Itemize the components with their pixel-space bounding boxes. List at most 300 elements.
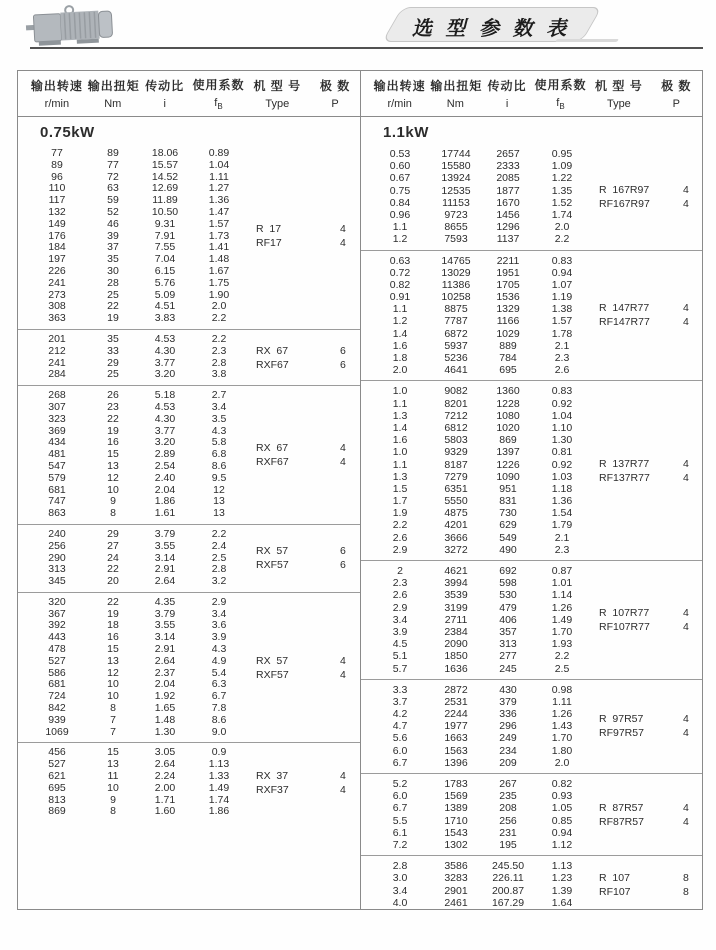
output-speed-value: 212 <box>48 344 66 357</box>
service-factor-value: 0.92 <box>551 458 573 471</box>
output-torque-value: 9082 <box>444 385 468 398</box>
poles-value: 8 <box>683 871 689 884</box>
output-speed-value: 4.5 <box>392 638 408 651</box>
output-torque-value: 13924 <box>441 172 471 185</box>
output-speed-value: 1.3 <box>392 409 408 422</box>
output-speed-value: 4.2 <box>392 708 408 721</box>
ratio-value: 4.51 <box>154 300 176 313</box>
output-torque-value: 15 <box>107 448 119 461</box>
service-factor-value: 2.9 <box>211 595 227 608</box>
ratio-value: 2.91 <box>154 643 176 656</box>
column-header-poles <box>309 77 361 110</box>
output-torque-value: 19 <box>107 607 119 620</box>
service-factor-value: 1.19 <box>551 291 573 304</box>
poles-value: 4 <box>683 471 689 484</box>
output-torque-value: 7279 <box>444 470 468 483</box>
output-speed-value: 527 <box>48 758 66 771</box>
ratio-value: 430 <box>499 683 517 696</box>
service-factor-value: 2.4 <box>211 539 227 552</box>
ratio-value: 4.30 <box>154 412 176 425</box>
output-speed-value: 96 <box>51 170 63 183</box>
model-unit: Type <box>265 98 290 110</box>
ratio-value: 1877 <box>496 184 520 197</box>
ratio-value: 406 <box>499 613 517 626</box>
ratio-group <box>18 742 361 822</box>
output-speed-value: 0.63 <box>389 254 411 267</box>
output-torque-value: 14765 <box>441 254 471 267</box>
output-torque-value: 26 <box>107 389 119 402</box>
model-type-line <box>256 455 356 469</box>
output-speed-value: 1.3 <box>392 470 408 483</box>
service-factor-value: 0.94 <box>551 266 573 279</box>
model-type: RX 37 <box>256 769 289 782</box>
ratio-value: 15.57 <box>151 158 179 171</box>
ratio-value: 1397 <box>496 446 520 459</box>
service-factor-value: 13 <box>213 495 225 508</box>
output-torque-value: 27 <box>107 539 119 552</box>
ratio-value: 12.69 <box>151 182 179 195</box>
table-row <box>361 434 702 446</box>
service-factor-value: 1.05 <box>551 802 573 815</box>
service-factor-value: 1.54 <box>551 507 573 520</box>
ratio-group <box>18 524 361 592</box>
poles-value: 4 <box>683 801 689 814</box>
service-factor-value: 1.36 <box>551 495 573 508</box>
service-factor-value: 4.9 <box>211 654 227 667</box>
output-torque-value: 17744 <box>441 148 471 160</box>
ratio-value: 2.00 <box>154 781 176 794</box>
output-torque-value: 28 <box>107 276 119 289</box>
service-factor-value: 1.93 <box>551 638 573 651</box>
output-speed-value: 1.7 <box>392 495 408 508</box>
ratio-value: 1137 <box>496 233 520 246</box>
model-type: RX 67 <box>256 344 289 357</box>
model-type: RF137R77 <box>599 471 650 484</box>
output-torque-value: 6872 <box>444 327 468 340</box>
model-type-block <box>256 769 356 797</box>
ratio-value: 490 <box>499 543 517 556</box>
table-section-0-75kw <box>18 71 361 909</box>
service-factor-value: 0.94 <box>551 826 573 839</box>
output-torque-value: 1977 <box>444 720 468 733</box>
table-row <box>361 565 702 577</box>
output-speed-value: 6.0 <box>392 744 408 757</box>
output-speed-value: 0.91 <box>389 291 411 304</box>
ratio-value: 3.05 <box>154 746 176 759</box>
ratio-value: 3.55 <box>154 539 176 552</box>
output-torque-value: 4875 <box>444 507 468 520</box>
service-factor-value: 1.74 <box>551 208 573 221</box>
service-factor-value: 0.9 <box>211 746 227 759</box>
output-torque-value: 3994 <box>444 577 468 590</box>
ratio-value: 479 <box>499 601 517 614</box>
model-type: RXF67 <box>256 358 289 371</box>
output-speed-value: 1.9 <box>392 507 408 520</box>
service-factor-value: 9.0 <box>211 725 227 738</box>
ratio-value: 5.09 <box>154 288 176 301</box>
output-torque-value: 1663 <box>444 732 468 745</box>
output-torque-value: 1389 <box>444 802 468 815</box>
model-type: RX 57 <box>256 654 289 667</box>
model-type-block <box>256 344 356 372</box>
table-row <box>18 691 361 703</box>
model-type-line <box>599 815 699 829</box>
output-torque-value: 1850 <box>444 650 468 663</box>
model-type: RF97R57 <box>599 727 644 740</box>
output-speed-value: 363 <box>48 312 66 325</box>
output-speed-value: 1.0 <box>392 385 408 398</box>
output-torque-value: 46 <box>107 217 119 230</box>
output-torque-value: 3539 <box>444 589 468 602</box>
service-factor-value: 1.23 <box>551 872 573 885</box>
output-speed-value: 323 <box>48 412 66 425</box>
model-type-line <box>256 344 356 358</box>
output-torque-value: 23 <box>107 400 119 413</box>
table-row <box>18 806 361 818</box>
model-type-block <box>256 654 356 682</box>
service-factor-value: 1.30 <box>551 434 573 447</box>
ratio-value: 1360 <box>496 385 520 398</box>
table-row <box>361 267 702 279</box>
output-speed-value: 1.2 <box>392 315 408 328</box>
model-type: RF167R97 <box>599 197 650 210</box>
service-factor-value: 1.39 <box>551 884 573 897</box>
output-torque-value: 18 <box>107 619 119 632</box>
output-speed-value: 307 <box>48 400 66 413</box>
output-torque-value: 2090 <box>444 638 468 651</box>
service-factor-value: 8.6 <box>211 713 227 726</box>
output-speed-value: 256 <box>48 539 66 552</box>
output-torque-value: 30 <box>107 264 119 277</box>
model-type: RF17 <box>256 237 282 250</box>
output-torque-value: 9 <box>110 495 116 508</box>
service-factor-value: 4.3 <box>211 424 227 437</box>
output-torque-value: 3272 <box>444 543 468 556</box>
output-torque-value: 1636 <box>444 662 468 675</box>
poles-value: 4 <box>340 237 346 250</box>
table-row <box>18 183 361 195</box>
model-type-line <box>599 197 699 211</box>
service-factor-value: 1.52 <box>551 196 573 209</box>
output-speed-value: 290 <box>48 551 66 564</box>
table-row <box>361 684 702 696</box>
ratio-group <box>361 855 702 909</box>
output-torque-value: 77 <box>107 158 119 171</box>
ratio-group <box>361 144 702 250</box>
poles-value: 4 <box>340 769 346 782</box>
service-factor-value: 9.5 <box>211 471 227 484</box>
output-torque-value: 9 <box>110 793 116 806</box>
ratio-value: 2.89 <box>154 448 176 461</box>
service-factor-value: 1.04 <box>208 158 230 171</box>
service-factor-value: 1.22 <box>551 172 573 185</box>
output-speed-value: 240 <box>48 527 66 540</box>
output-torque-value: 9723 <box>444 208 468 221</box>
service-factor-value: 6.7 <box>211 690 227 703</box>
poles-value: 6 <box>340 344 346 357</box>
output-torque-value: 22 <box>107 595 119 608</box>
service-factor-value: 1.49 <box>551 613 573 626</box>
output-torque-value: 2531 <box>444 695 468 708</box>
ratio-value: 784 <box>499 352 517 364</box>
table-row <box>18 313 361 325</box>
model-type-line <box>599 712 699 726</box>
service-factor-value: 1.80 <box>551 744 573 757</box>
ratio-value: 2.64 <box>154 758 176 771</box>
table-row <box>361 778 702 790</box>
service-factor-value: 1.26 <box>551 601 573 614</box>
output-speed-value: 1.1 <box>392 221 408 234</box>
service-factor-value: 1.03 <box>551 470 573 483</box>
table-row <box>361 827 702 839</box>
service-factor-value: 2.7 <box>211 389 227 402</box>
output-speed-value: 320 <box>48 595 66 608</box>
table-row <box>361 221 702 233</box>
output-speed-value: 434 <box>48 436 66 449</box>
table-row <box>18 390 361 402</box>
output-speed-value: 2.8 <box>392 860 408 873</box>
ratio-value: 4.30 <box>154 344 176 357</box>
service-factor-value: 1.12 <box>551 838 573 851</box>
service-factor-value: 0.82 <box>551 778 573 790</box>
ratio-value: 3.79 <box>154 607 176 620</box>
output-torque-value: 1302 <box>444 838 468 851</box>
output-speed-value: 110 <box>48 182 66 195</box>
output-speed-value: 6.0 <box>392 790 408 803</box>
output-torque-value: 8187 <box>444 458 468 471</box>
model-type: R 87R57 <box>599 801 644 814</box>
model-type-line <box>256 441 356 455</box>
output-speed-value: 2.3 <box>392 577 408 590</box>
model-type-line <box>599 885 699 899</box>
service-factor-value: 0.98 <box>551 683 573 696</box>
output-speed-value: 681 <box>48 483 66 496</box>
ratio-group <box>361 250 702 381</box>
service-factor-value: 3.5 <box>211 412 227 425</box>
ratio-value: 379 <box>499 695 517 708</box>
model-type-line <box>599 471 699 485</box>
service-factor-value: 2.5 <box>211 551 227 564</box>
output-speed-value: 2.2 <box>392 519 408 532</box>
output-speed-value: 443 <box>48 631 66 644</box>
output-speed-label: 输出转速 <box>373 79 426 93</box>
ratio-value: 4.53 <box>154 400 176 413</box>
output-torque-value: 6351 <box>444 482 468 495</box>
ratio-value: 1951 <box>496 266 520 279</box>
ratio-value: 200.87 <box>491 884 525 897</box>
model-type-block <box>599 712 699 740</box>
service-factor-value: 2.1 <box>554 531 570 544</box>
model-type: RXF57 <box>256 668 289 681</box>
output-torque-value: 13029 <box>441 266 471 279</box>
output-torque-value: 13 <box>107 758 119 771</box>
service-factor-value: 2.0 <box>554 756 570 769</box>
table-row <box>361 757 702 769</box>
poles-unit: P <box>672 98 680 110</box>
poles-value: 6 <box>340 358 346 371</box>
poles-value: 4 <box>683 606 689 619</box>
table-row <box>18 496 361 508</box>
output-torque-value: 2244 <box>444 708 468 721</box>
ratio-value: 7.04 <box>154 253 176 266</box>
output-torque-value: 7 <box>110 725 116 738</box>
service-factor-value: 1.26 <box>551 708 573 721</box>
model-type-line <box>256 558 356 572</box>
ratio-value: 14.52 <box>151 170 179 183</box>
table-row <box>361 532 702 544</box>
ratio-value: 209 <box>499 756 517 769</box>
service-factor-value: 1.47 <box>208 205 230 218</box>
ratio-value: 256 <box>499 814 517 827</box>
service-factor-value: 1.35 <box>551 184 573 197</box>
output-speed-value: 77 <box>51 147 63 159</box>
model-type: R 167R97 <box>599 183 650 196</box>
output-speed-value: 2.0 <box>392 364 408 377</box>
model-type-line <box>599 606 699 620</box>
model-unit: Type <box>606 98 631 110</box>
output-torque-value: 2872 <box>444 683 468 696</box>
table-row <box>18 426 361 438</box>
table-row <box>361 897 702 909</box>
service-factor-value: 3.8 <box>211 368 227 381</box>
output-speed-value: 695 <box>48 781 66 794</box>
ratio-value: 245.50 <box>491 860 525 873</box>
service-factor-value: 1.11 <box>209 170 229 183</box>
output-speed-value: 5.7 <box>392 662 408 675</box>
poles-value: 4 <box>340 223 346 236</box>
service-factor-value: 2.8 <box>211 356 227 369</box>
output-torque-value: 52 <box>107 205 119 218</box>
output-torque-value: 12 <box>107 471 119 484</box>
output-torque-value: 29 <box>107 527 119 540</box>
output-torque-value: 2384 <box>444 625 468 638</box>
ratio-value: 730 <box>499 507 517 520</box>
output-speed-value: 226 <box>48 264 66 277</box>
ratio-value: 1090 <box>496 470 520 483</box>
service-factor-value: 0.83 <box>551 385 573 398</box>
service-factor-value: 3.4 <box>211 400 227 413</box>
table-row <box>361 160 702 172</box>
table-row <box>18 172 361 184</box>
service-factor-value: 2.6 <box>554 364 570 377</box>
output-torque-value: 25 <box>107 368 119 381</box>
ratio-value: 1456 <box>496 208 520 221</box>
output-torque-value: 10 <box>107 690 119 703</box>
service-factor-unit: $f_B$ <box>556 96 565 112</box>
output-speed-value: 1.2 <box>392 233 408 246</box>
output-torque-value: 19 <box>107 312 119 325</box>
column-header-output-torque <box>88 77 138 110</box>
header-divider <box>30 47 703 49</box>
output-torque-value: 11153 <box>442 196 470 209</box>
output-speed-value: 241 <box>48 276 66 289</box>
output-speed-value: 0.82 <box>389 278 411 291</box>
output-torque-value: 35 <box>107 332 119 345</box>
output-speed-unit: r/min <box>44 98 70 110</box>
output-torque-value: 3586 <box>444 860 468 873</box>
service-factor-value: 1.90 <box>208 288 230 301</box>
output-speed-value: 863 <box>48 507 66 520</box>
service-factor-label: 使用系数 <box>192 77 245 92</box>
poles-value: 4 <box>683 197 689 210</box>
output-torque-value: 6812 <box>444 421 468 434</box>
output-torque-value: 5937 <box>444 339 468 352</box>
table-row <box>18 266 361 278</box>
output-speed-value: 345 <box>48 575 66 588</box>
ratio-group <box>18 385 361 524</box>
poles-value: 4 <box>683 302 689 315</box>
table-row <box>361 410 702 422</box>
service-factor-label: 使用系数 <box>534 77 587 92</box>
column-header-service-factor <box>534 76 587 111</box>
ratio-value: 1020 <box>496 421 520 434</box>
table-row <box>361 638 702 650</box>
output-speed-value: 89 <box>51 158 63 171</box>
output-speed-value: 1.1 <box>392 458 408 471</box>
column-header-model <box>245 77 309 110</box>
output-speed-value: 6.1 <box>392 826 408 839</box>
service-factor-value: 1.33 <box>208 770 230 783</box>
output-speed-label: 输出转速 <box>30 79 83 93</box>
output-torque-value: 8875 <box>444 303 468 316</box>
service-factor-value: 1.64 <box>551 896 573 909</box>
section-content <box>361 117 702 909</box>
table-row <box>361 422 702 434</box>
table-row <box>18 148 361 160</box>
service-factor-value: 2.2 <box>554 233 570 246</box>
service-factor-value: 1.13 <box>551 860 573 873</box>
ratio-value: 1296 <box>496 221 520 234</box>
table-row <box>361 279 702 291</box>
output-speed-value: 747 <box>48 495 66 508</box>
ratio-value: 231 <box>499 826 517 839</box>
power-rating-label: 0.75kW <box>40 124 95 141</box>
ratio-value: 2.24 <box>154 770 176 783</box>
ratio-value: 226.11 <box>492 872 524 885</box>
table-row <box>18 195 361 207</box>
table-row <box>361 352 702 364</box>
model-type: R 107 <box>599 871 630 884</box>
table-row <box>361 233 702 245</box>
output-speed-value: 268 <box>48 389 66 402</box>
service-factor-value: 1.43 <box>551 720 573 733</box>
service-factor-value: 1.11 <box>552 695 572 708</box>
model-type-line <box>256 358 356 372</box>
service-factor-value: 0.93 <box>551 790 573 803</box>
output-speed-value: 1.1 <box>392 397 408 410</box>
service-factor-value: 0.92 <box>551 397 573 410</box>
output-speed-value: 681 <box>48 678 66 691</box>
output-speed-value: 1.1 <box>392 303 408 316</box>
model-type: R 147R77 <box>599 302 650 315</box>
output-torque-value: 10 <box>107 678 119 691</box>
table-row <box>18 529 361 541</box>
output-speed-value: 586 <box>48 666 66 679</box>
service-factor-value: 5.4 <box>211 666 227 679</box>
table-row <box>361 544 702 556</box>
column-header-poles <box>651 77 702 110</box>
ratio-value: 2.64 <box>154 575 176 588</box>
column-header-row <box>361 71 702 117</box>
ratio-value: 549 <box>499 531 517 544</box>
output-torque-value: 8201 <box>444 397 468 410</box>
model-type-line <box>256 654 356 668</box>
output-speed-value: 1.0 <box>392 446 408 459</box>
output-speed-value: 117 <box>48 194 66 207</box>
table-row <box>361 495 702 507</box>
output-torque-value: 15580 <box>441 160 471 173</box>
table-row <box>361 398 702 410</box>
